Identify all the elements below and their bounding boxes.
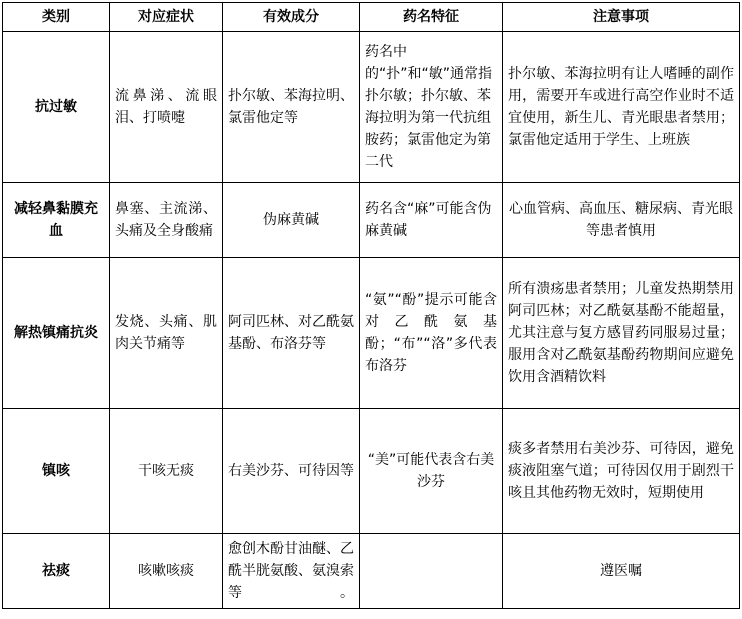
header-row — [3, 3, 740, 32]
notes-cell: 遵医嘱 — [503, 534, 740, 609]
category-cell: 减轻鼻黏膜充血 — [3, 183, 110, 258]
name-features-cell: 药名中的“扑”和“敏”通常指扑尔敏；扑尔敏、苯海拉明为第一代抗组胺药；氯雷他定为第二代 — [360, 32, 503, 183]
table-row — [3, 183, 740, 258]
category-cell: 解热镇痛抗炎 — [3, 258, 110, 409]
symptoms-cell: 发烧、头痛、肌肉关节痛等 — [110, 258, 223, 409]
notes-cell: 痰多者禁用右美沙芬、可待因，避免痰液阻塞气道；可待因仅用于剧烈干咳且其他药物无效时，短期使用 — [503, 409, 740, 534]
category-cell: 抗过敏 — [3, 32, 110, 183]
table-row — [3, 258, 740, 409]
symptoms-cell: 咳嗽咳痰 — [110, 534, 223, 609]
category-cell: 祛痰 — [3, 534, 110, 609]
symptoms-cell: 干咳无痰 — [110, 409, 223, 534]
ingredients-cell: 阿司匹林、对乙酰氨基酚、布洛芬等 — [223, 258, 360, 409]
name-features-cell — [360, 534, 503, 609]
notes-cell: 心血管病、高血压、糖尿病、青光眼等患者慎用 — [503, 183, 740, 258]
notes-cell: 所有溃疡患者禁用；儿童发热期禁用阿司匹林；对乙酰氨基酚不能超量，尤其注意与复方感冒药同服易过量；服用含对乙酰氨基酚药物期间应避免饮用含酒精饮料 — [503, 258, 740, 409]
ingredients-cell: 右美沙芬、可待因等 — [223, 409, 360, 534]
header-symptoms: 对应症状 — [110, 3, 223, 32]
name-features-cell: 药名含“麻”可能含伪麻黄碱 — [360, 183, 503, 258]
category-cell: 镇咳 — [3, 409, 110, 534]
header-ingredients: 有效成分 — [223, 3, 360, 32]
ingredients-cell: 愈创木酚甘油醚、乙酰半胱氨酸、氨溴索等。 — [223, 534, 360, 609]
symptoms-cell: 流鼻涕、流眼泪、打喷嚏 — [110, 32, 223, 183]
table-row — [3, 534, 740, 609]
notes-cell: 扑尔敏、苯海拉明有让人嗜睡的副作用，需要开车或进行高空作业时不适宜使用，新生儿、青光眼患者禁用；氯雷他定适用于学生、上班族 — [503, 32, 740, 183]
symptoms-cell: 鼻塞、主流涕、头痛及全身酸痛 — [110, 183, 223, 258]
drug-info-table — [2, 2, 740, 609]
table-header — [3, 3, 740, 32]
header-name-features: 药名特征 — [360, 3, 503, 32]
name-features-cell: “美”可能代表含右美沙芬 — [360, 409, 503, 534]
table-row — [3, 32, 740, 183]
header-category: 类别 — [3, 3, 110, 32]
name-features-cell: “氨”“酚”提示可能含对乙酰氨基酚；“布”“洛”多代表布洛芬 — [360, 258, 503, 409]
ingredients-cell: 扑尔敏、苯海拉明、氯雷他定等 — [223, 32, 360, 183]
ingredients-cell: 伪麻黄碱 — [223, 183, 360, 258]
table-row — [3, 409, 740, 534]
header-notes: 注意事项 — [503, 3, 740, 32]
